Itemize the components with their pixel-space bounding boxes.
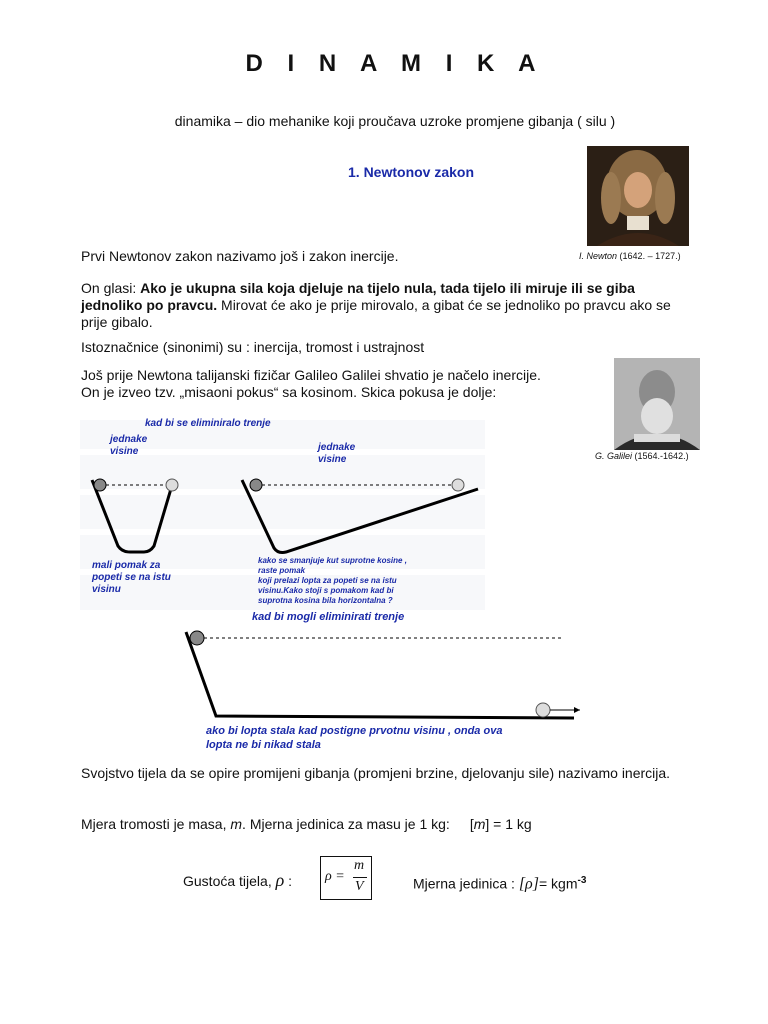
sketch-label-eliminate-friction: kad bi mogli eliminirati trenje [252,611,405,623]
sketch-label-small-shift: mali pomak za popeti se na istu visinu [92,560,171,595]
galilei-portrait [614,358,700,450]
density-unit-bracket: [ρ] [518,875,539,893]
mass-paragraph [81,816,532,833]
galileo-line-2: On je izveo tzv. „misaoni pokus“ sa kosinom. Skica pokusa je dolje: [81,384,497,400]
density-label-text: Gustoća tijela, [183,873,276,889]
intro-paragraph: Prvi Newtonov zakon nazivamo još i zakon inercije. [81,248,399,264]
sketch-label-angle-question: kako se smanjuje kut suprotne kosine , raste pomak koji prelazi lopta za popeti se na istu visinu.Kako stoji s pomakom kad bi suprotna kosina bila horizontalna ? [258,556,407,605]
page-title: D I N A M I K A [245,50,545,77]
newton-portrait [587,146,689,246]
density-unit [413,872,586,893]
sketch-label-equal-heights-1: jednake visine [110,434,148,457]
mass-text-b: . Mjerna jedinica za masu je 1 kg: [242,816,450,832]
galilei-caption-years: (1564.-1642.) [634,451,689,461]
mass-bracket-open: [ [469,816,474,832]
ball-end-2 [452,479,464,491]
inertia-paragraph: Svojstvo tijela da se opire promijeni gibanja (promjeni brzine, djelovanju sile) nazivamo inercija. [81,765,671,781]
horizontal-track [186,632,574,718]
sketch-label-equal-heights-2: jednake visine [318,442,356,465]
newton-caption [579,251,681,261]
mass-text-a: Mjera tromosti je masa, [81,816,231,832]
law-paragraph [81,280,696,331]
law-statement: Ako je ukupna sila koja djeluje na tijelo nula, tada tijelo ili miruje ili se giba jednoliko po pravcu. [81,280,635,313]
formula-denominator: V [355,879,364,894]
mass-symbol: m [230,816,243,832]
ball-end-1 [166,479,178,491]
mass-unit: ] = 1 kg [485,816,532,832]
ball-start-1 [94,479,106,491]
density-unit-value: = kgm [538,875,578,892]
sketch-label-no-friction: kad bi se eliminiralo trenje [145,418,271,429]
density-label [183,872,292,890]
section-heading: 1. Newtonov zakon [348,164,475,180]
mass-symbol-2: m [473,816,486,832]
galilei-portrait-image [614,358,700,450]
ball-rolling-3 [536,703,550,717]
fraction-bar [353,877,367,878]
ball-start-2 [250,479,262,491]
sketch-label-ball-never-stops: ako bi lopta stala kad postigne prvotnu visinu , onda ova lopta ne bi nikad stala [206,725,503,751]
newton-caption-years: (1642. – 1727.) [619,251,681,261]
newton-portrait-image [587,146,689,246]
formula-numerator: m [354,858,365,873]
formula-lhs: ρ = [325,869,345,884]
density-unit-label: Mjerna jedinica : [413,875,519,892]
galileo-line-1: Još prije Newtona talijanski fizičar Galileo Galilei shvatio je načelo inercije. [81,367,541,383]
newton-caption-name: I. Newton [579,251,618,261]
law-rest: Mirovat će ako je prije mirovalo, a gibat će se jednoliko po pravcu ako se prije gibalo. [81,297,671,330]
density-colon: : [284,873,293,889]
motion-arrow-head [574,707,580,713]
rho-symbol: ρ [275,870,285,890]
density-unit-exponent: -3 [577,875,587,886]
galilei-caption-name: G. Galilei [595,451,633,461]
synonyms-paragraph: Istoznačnice (sinonimi) su : inercija, tromost i ustrajnost [81,339,425,355]
ball-start-3 [190,631,204,645]
law-prefix: On glasi: [81,280,141,296]
definition-text: dinamika – dio mehanike koji proučava uzroke promjene gibanja ( silu ) [174,113,616,129]
density-formula-box [320,856,372,900]
galilei-caption [595,451,689,461]
